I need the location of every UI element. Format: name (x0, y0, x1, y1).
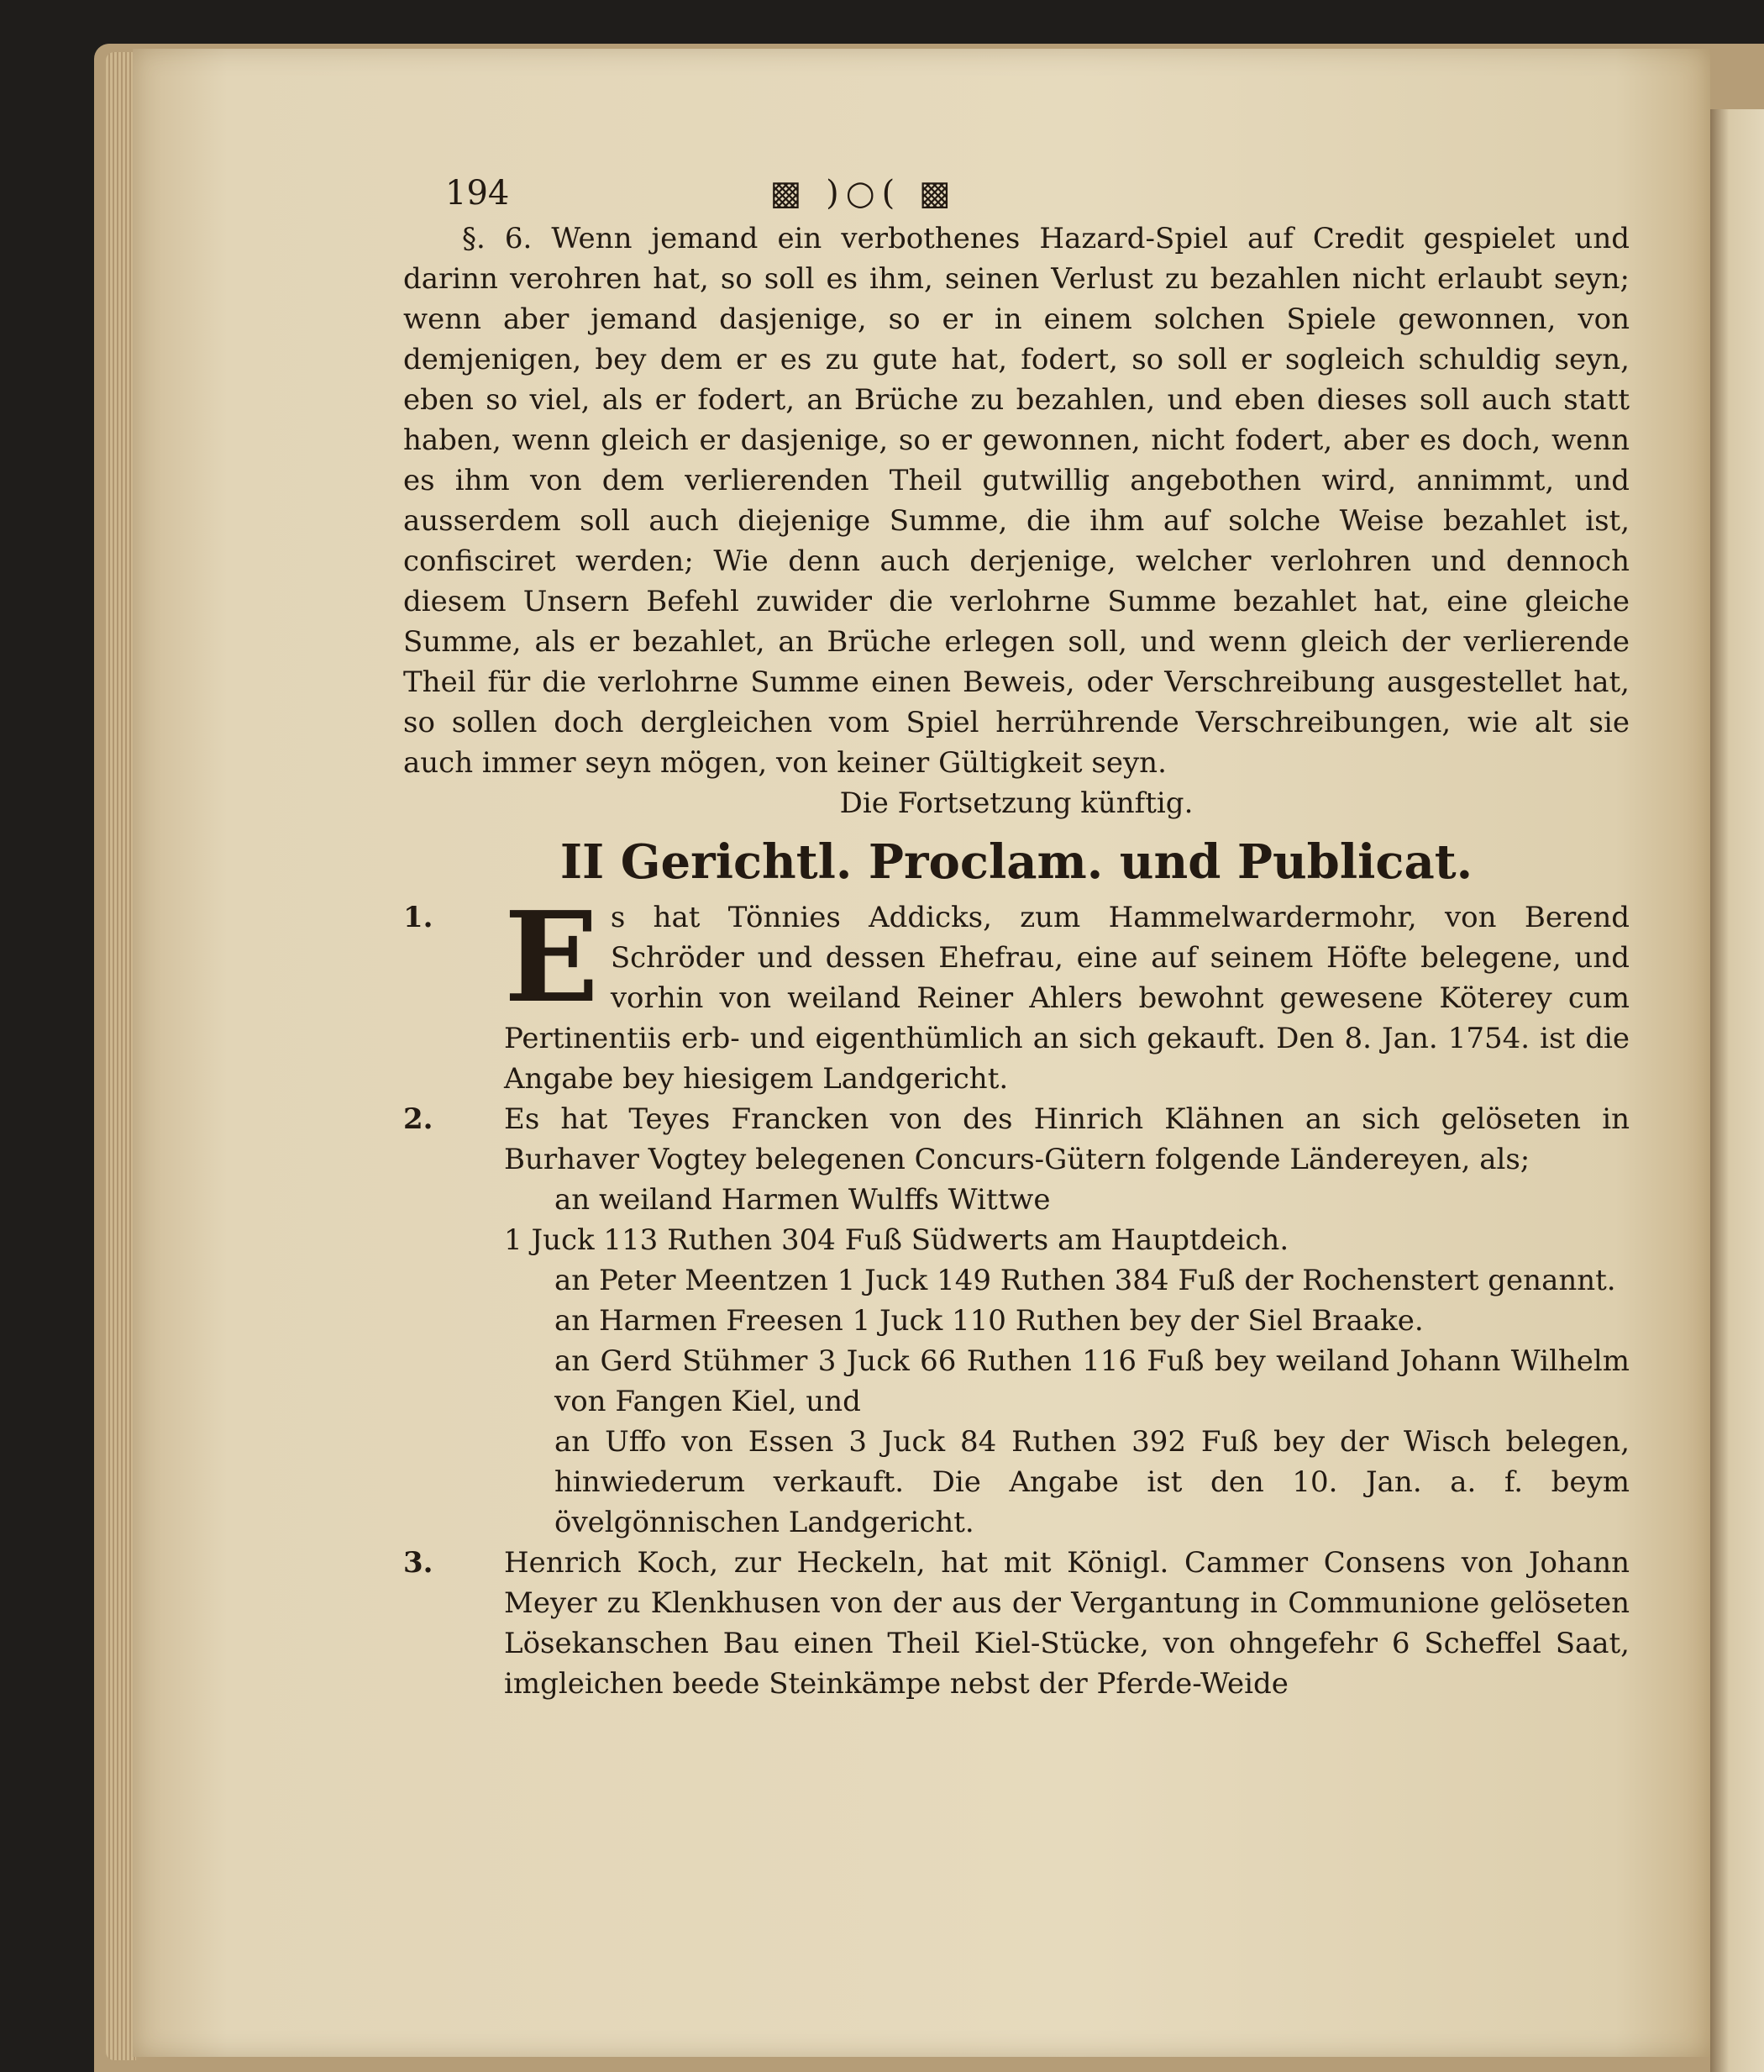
entry-line: 1 Juck 113 Ruthen 304 Fuß Südwerts am Hauptdeich. (504, 1223, 1289, 1257)
page-text (403, 168, 1630, 1704)
entry-3 (403, 1543, 1630, 1704)
section-title: II Gerichtl. Proclam. und Publicat. (559, 834, 1473, 890)
entry-text: s hat Tönnies Addicks, zum Hammelwardermohr, von Berend Schröder und dessen Ehefrau, eine auf seinem Höfte belegene, und vorhin von weiland Reiner Ahlers bewohnt gewesene Köterey cum Pertinentiis erb- und eigenthümlich an sich gekauft. Den 8. Jan. 1754. ist die Angabe bey hiesigem Landgericht. (504, 901, 1630, 1096)
entry-number: 3. (403, 1546, 433, 1580)
entry-line: an Harmen Freesen 1 Juck 110 Ruthen bey der Siel Braake. (554, 1304, 1424, 1338)
header-ornament: ▩ )○( ▩ (769, 174, 958, 213)
entry-1 (403, 884, 1630, 1099)
entry-text: Henrich Koch, zur Heckeln, hat mit Königl. Cammer Consens von Johann Meyer zu Klenkhusen von der aus der Vergantung in Communione gelöseten Lösekanschen Bau einen Theil Kiel-Stücke, von ohngefehr 6 Scheffel Saat, imgleichen beede Steinkämpe nebst der Pferde-Weide (504, 1546, 1630, 1701)
facing-page-edge (1710, 109, 1764, 2072)
entry-line: an Peter Meentzen 1 Juck 149 Ruthen 384 Fuß der Rochenstert genannt. (554, 1264, 1616, 1297)
entry-line: an weiland Harmen Wulffs Wittwe (554, 1183, 1051, 1217)
page-edges (106, 52, 136, 2060)
entry-line: an Gerd Stühmer 3 Juck 66 Ruthen 116 Fuß bey weiland Johann Wilhelm von Fangen Kiel, und (554, 1344, 1630, 1418)
running-header (445, 168, 1218, 218)
entry-2 (403, 1099, 1630, 1543)
entry-number: 1. (403, 901, 433, 934)
page-number: 194 (445, 174, 510, 213)
drop-cap: E (504, 884, 599, 1030)
entry-number: 2. (403, 1102, 433, 1136)
entry-line: an Uffo von Essen 3 Juck 84 Ruthen 392 Fuß bey der Wisch belegen, hinwiederum verkauft. Die Angabe ist den 10. Jan. a. f. beym övelgönnischen Landgericht. (554, 1425, 1630, 1539)
continuation-note: Die Fortsetzung künftig. (839, 786, 1194, 820)
entry-intro: Es hat Teyes Francken von des Hinrich Klähnen an sich gelöseten in Burhaver Vogtey belegenen Concurs-Gütern folgende Ländereyen, als; (504, 1102, 1630, 1176)
paragraph-6: §. 6. Wenn jemand ein verbothenes Hazard-Spiel auf Credit gespielet und darinn verohren hat, so soll es ihm, seinen Verlust zu bezahlen nicht erlaubt seyn; wenn aber jemand dasjenige, so er in einem solchen Spiele gewonnen, von demjenigen, bey dem er es zu gute hat, fodert, so soll er sogleich schuldig seyn, eben so viel, als er fodert, an Brüche zu bezahlen, und eben dieses soll auch statt haben, wenn gleich er dasjenige, so er gewonnen, nicht fodert, aber es doch, wenn es ihm von dem verlierenden Theil gutwillig angebothen wird, annimmt, und ausserdem soll auch diejenige Summe, die ihm auf solche Weise bezahlet ist, confisciret werden; Wie denn auch derjenige, welcher verlohren und dennoch diesem Unsern Befehl zuwider die verlohrne Summe bezahlet hat, eine gleiche Summe, als er bezahlet, an Brüche erlegen soll, und wenn gleich der verlierende Theil für die verlohrne Summe einen Beweis, oder Verschreibung ausgestellet hat, so sollen doch dergleichen vom Spiel herrührende Verschreibungen, wie alt sie auch immer seyn mögen, von keiner Gültigkeit seyn. (403, 222, 1630, 780)
